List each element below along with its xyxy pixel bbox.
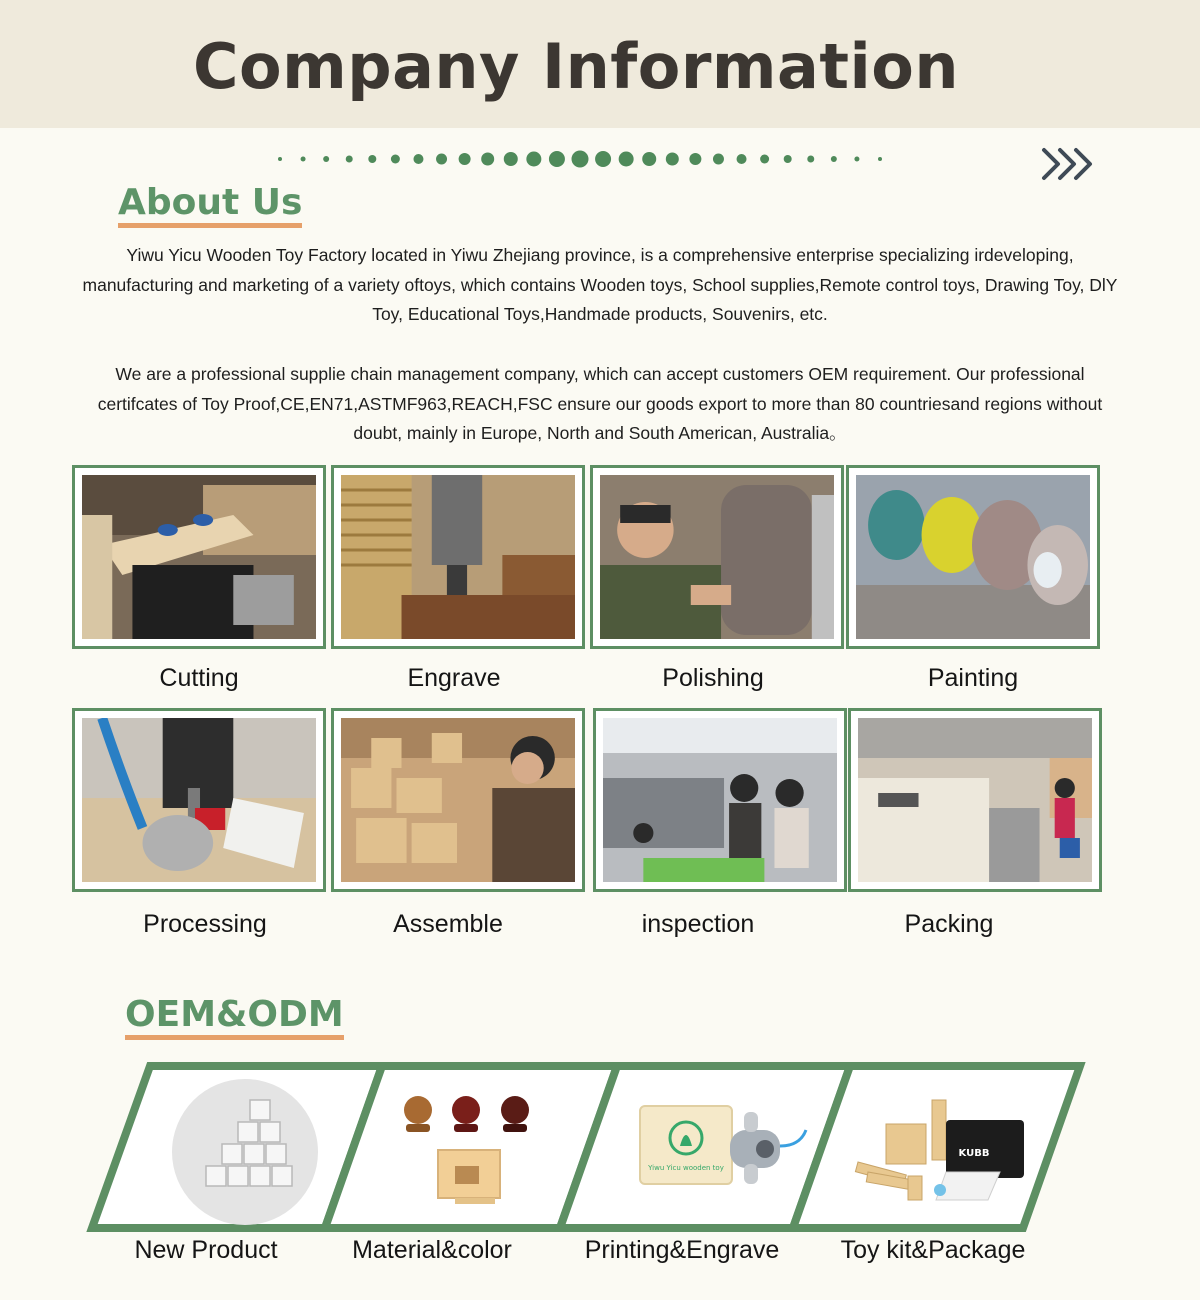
process-label-inspection: inspection	[641, 910, 755, 938]
divider-dot	[481, 153, 494, 166]
process-label-polishing: Polishing	[662, 664, 764, 692]
oem-label-new-product: New Product	[134, 1236, 278, 1264]
divider-dot	[737, 154, 747, 164]
divider-dot	[459, 153, 471, 165]
divider-dot	[666, 153, 679, 166]
process-card-engrave	[331, 465, 585, 649]
divider-dot	[713, 154, 724, 165]
belt-sander-photo	[600, 475, 834, 639]
process-card-processing	[72, 708, 326, 892]
process-card-polishing	[590, 465, 844, 649]
dotted-divider	[270, 150, 890, 168]
divider-dot	[619, 152, 634, 167]
wood-cutting-photo	[82, 475, 316, 639]
process-label-packing: Packing	[904, 910, 994, 938]
process-card-inspection	[593, 708, 847, 892]
divider-dot	[391, 155, 400, 164]
svg-text:Yiwu Yicu wooden toy: Yiwu Yicu wooden toy	[648, 1164, 724, 1172]
divider-dot	[368, 155, 376, 163]
divider-dot	[572, 151, 589, 168]
oem-odm-heading: OEM&ODM	[125, 996, 344, 1040]
divider-dot	[854, 157, 859, 162]
divider-dot	[526, 152, 541, 167]
divider-dot	[807, 156, 814, 163]
oem-label-material-color: Material&color	[352, 1236, 512, 1264]
assembly-worker-photo	[341, 718, 575, 882]
about-paragraph-2: We are a professional supplie chain management company, which can accept customers OEM requirement. Our professional certifcates of Toy Proof,CE,EN71,ASTMF963,REACH,FSC ensure our goods export to more than 80 countriesand regions without doubt, mainly in Europe, North and South American, Australia。	[97, 364, 1103, 443]
process-label-painting: Painting	[927, 664, 1019, 692]
divider-dot	[642, 152, 656, 166]
oem-product-strip	[0, 1060, 1200, 1235]
page-title: Company Information	[193, 30, 959, 103]
divider-dot	[595, 151, 611, 167]
shrink-wrap-machine-photo	[858, 718, 1092, 882]
divider-dot	[504, 152, 518, 166]
divider-dot	[436, 154, 447, 165]
divider-dot	[278, 157, 282, 161]
svg-text:KUBB: KUBB	[958, 1148, 990, 1159]
oem-label-toy-kit-package: Toy kit&Package	[840, 1236, 1026, 1264]
divider-dot	[346, 156, 353, 163]
about-paragraph-1: Yiwu Yicu Wooden Toy Factory located in Yiwu Zhejiang province, is a comprehensive enterprise specializing irdeveloping, manufacturing and marketing of a variety oftoys, which contains Wooden toys, School supplies,Remote control toys, Drawing Toy, DlY Toy, Educational Toys,Handmade products, Souvenirs, etc.	[82, 245, 1118, 324]
paint-drum-photo	[856, 475, 1090, 639]
process-card-packing	[848, 708, 1102, 892]
divider-dot	[689, 153, 701, 165]
divider-dot	[760, 155, 769, 164]
cnc-engraving-photo	[341, 475, 575, 639]
process-label-assemble: Assemble	[393, 910, 503, 938]
process-card-cutting	[72, 465, 326, 649]
process-label-engrave: Engrave	[407, 664, 501, 692]
divider-dot	[413, 154, 423, 164]
process-label-cutting: Cutting	[159, 664, 239, 692]
oem-label-printing-engrave: Printing&Engrave	[584, 1236, 780, 1264]
drill-press-photo	[82, 718, 316, 882]
divider-dot	[784, 155, 792, 163]
divider-dot	[301, 157, 306, 162]
triple-chevron-right-icon	[1040, 144, 1100, 184]
factory-inspection-photo	[603, 718, 837, 882]
divider-dot	[878, 157, 882, 161]
process-card-painting	[846, 465, 1100, 649]
divider-dot	[831, 156, 837, 162]
divider-dot	[323, 156, 329, 162]
about-us-heading: About Us	[118, 184, 302, 228]
wooden-blocks-pyramid-photo	[172, 1079, 318, 1225]
divider-dot	[549, 151, 565, 167]
process-label-processing: Processing	[143, 910, 267, 938]
process-card-assemble	[331, 708, 585, 892]
